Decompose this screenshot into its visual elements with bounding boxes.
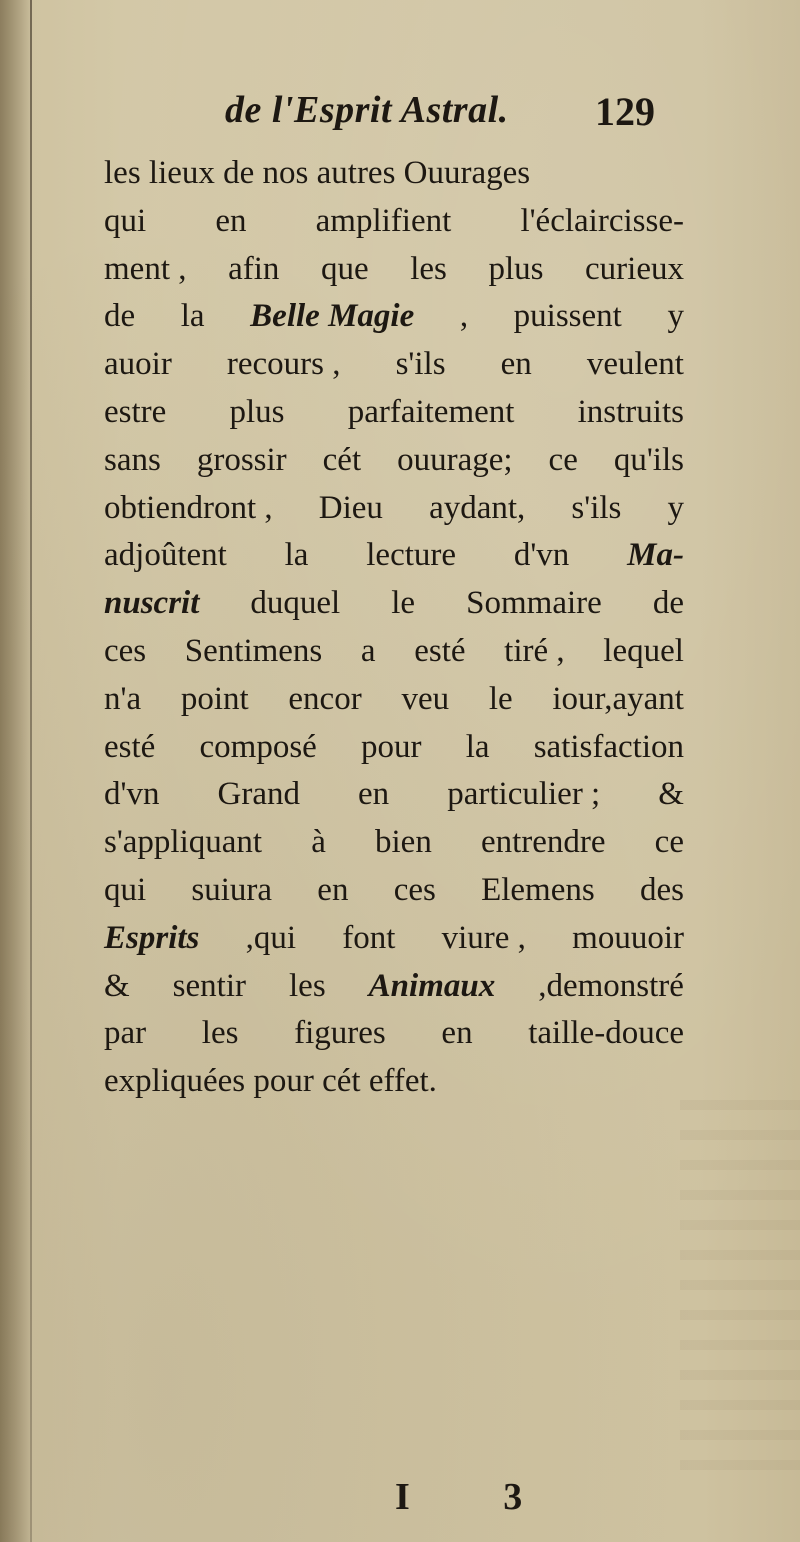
word: lequel [603, 632, 684, 669]
running-head: de l'Esprit Astral. [225, 89, 509, 131]
italic-word: Esprits [104, 919, 200, 956]
word: qu'ils [613, 441, 684, 478]
italic-word: nuscrit [104, 585, 200, 622]
text-line [104, 437, 684, 485]
word: les lieux de nos autres Ouurages [104, 155, 531, 191]
word: par [104, 1015, 147, 1052]
word: ces [104, 632, 147, 669]
word: esté [414, 632, 466, 669]
word: & [104, 967, 130, 1004]
text-line [104, 198, 684, 246]
word: sans [104, 441, 161, 478]
word: ,demonstré [538, 967, 684, 1004]
word: plus [229, 393, 285, 430]
word: cét [322, 441, 362, 478]
word: esté [104, 728, 156, 765]
text-line [104, 150, 684, 198]
word: pour [361, 728, 422, 765]
word: plus [488, 250, 544, 287]
word: s'appliquant [104, 824, 263, 861]
italic-word: Ma- [627, 537, 684, 574]
word: expliquées pour cét effet. [104, 1063, 437, 1100]
word: que [320, 250, 369, 287]
word: les [289, 967, 326, 1004]
word: Sommaire [466, 585, 602, 622]
text-line [104, 580, 684, 628]
word: ouurage; [397, 441, 513, 478]
word: & [658, 776, 684, 813]
word: a [360, 632, 376, 669]
text-line [104, 389, 684, 437]
word: Grand [217, 776, 300, 813]
word: Dieu [318, 489, 383, 526]
word: y [667, 489, 684, 526]
word: entrendre [480, 824, 606, 861]
signature-mark: I 3 [395, 1476, 565, 1518]
word: point [180, 680, 249, 717]
word: Elemens [481, 871, 595, 908]
word: les [201, 1015, 239, 1052]
word: d'vn [104, 776, 160, 813]
word: la [465, 728, 490, 765]
word: ce [548, 441, 578, 478]
word: des [639, 871, 684, 908]
text-line [104, 867, 684, 915]
word: amplifient [315, 202, 452, 239]
word: parfaitement [347, 393, 515, 430]
word: de [104, 298, 136, 335]
word: encor [288, 680, 362, 717]
word: particulier ; [447, 776, 601, 813]
word: en [500, 346, 532, 383]
word: en [215, 202, 247, 239]
text-line [104, 676, 684, 724]
text-line [104, 246, 684, 294]
word: iour,ayant [552, 680, 684, 717]
word: les [410, 250, 447, 287]
text-line [104, 1058, 684, 1106]
word: curieux [585, 250, 684, 287]
text-line [104, 341, 684, 389]
word: ces [393, 871, 436, 908]
word: obtiendront , [104, 489, 273, 526]
word: qui [104, 871, 147, 908]
word: puissent [513, 298, 622, 335]
word: en [441, 1015, 473, 1052]
text-line [104, 532, 684, 580]
word: lecture [366, 537, 457, 574]
word: qui [104, 202, 147, 239]
text-line [104, 915, 684, 963]
word: en [358, 776, 390, 813]
word: l'éclaircisse- [520, 202, 684, 239]
word: veulent [586, 346, 684, 383]
word: mouuoir [572, 919, 684, 956]
word: figures [294, 1015, 386, 1052]
word: s'ils [395, 346, 446, 383]
word: le [391, 585, 416, 622]
word: satisfaction [533, 728, 684, 765]
word: instruits [577, 393, 684, 430]
text-line [104, 485, 684, 533]
word: composé [199, 728, 317, 765]
word: font [342, 919, 396, 956]
body-text [104, 150, 684, 1106]
word: taille-douce [528, 1015, 684, 1052]
word: tiré , [504, 632, 565, 669]
word: duquel [250, 585, 341, 622]
text-line [104, 724, 684, 772]
text-line [104, 819, 684, 867]
word: recours , [226, 346, 341, 383]
word: ment , [104, 250, 187, 287]
gutter-shadow [0, 0, 30, 1542]
text-line [104, 628, 684, 676]
word: grossir [196, 441, 287, 478]
text-line [104, 1010, 684, 1058]
word: viure , [441, 919, 526, 956]
word: sentir [172, 967, 246, 1004]
show-through [680, 1100, 800, 1480]
word: d'vn [513, 537, 570, 574]
page-header [225, 88, 695, 148]
text-line [104, 963, 684, 1011]
text-line [104, 293, 684, 341]
word: à [311, 824, 326, 861]
word: y [667, 298, 684, 335]
word: Sentimens [184, 632, 323, 669]
word: auoir [104, 346, 172, 383]
word: ,qui [245, 919, 297, 956]
word: de [652, 585, 684, 622]
page-number: 129 [595, 89, 655, 134]
word: bien [375, 824, 432, 861]
italic-word: Belle Magie [250, 298, 415, 335]
text-line [104, 771, 684, 819]
word: adjoûtent [104, 537, 227, 574]
word: n'a [104, 680, 142, 717]
gutter-edge [30, 0, 32, 1542]
word: le [488, 680, 513, 717]
word: afin [228, 250, 280, 287]
word: s'ils [571, 489, 622, 526]
word: estre [104, 393, 167, 430]
word: veu [401, 680, 450, 717]
word: la [284, 537, 309, 574]
word: en [317, 871, 349, 908]
italic-word: Animaux [368, 967, 496, 1004]
word: , [459, 298, 469, 335]
word: aydant, [429, 489, 526, 526]
word: suiura [191, 871, 273, 908]
word: la [180, 298, 205, 335]
word: ce [654, 824, 684, 861]
